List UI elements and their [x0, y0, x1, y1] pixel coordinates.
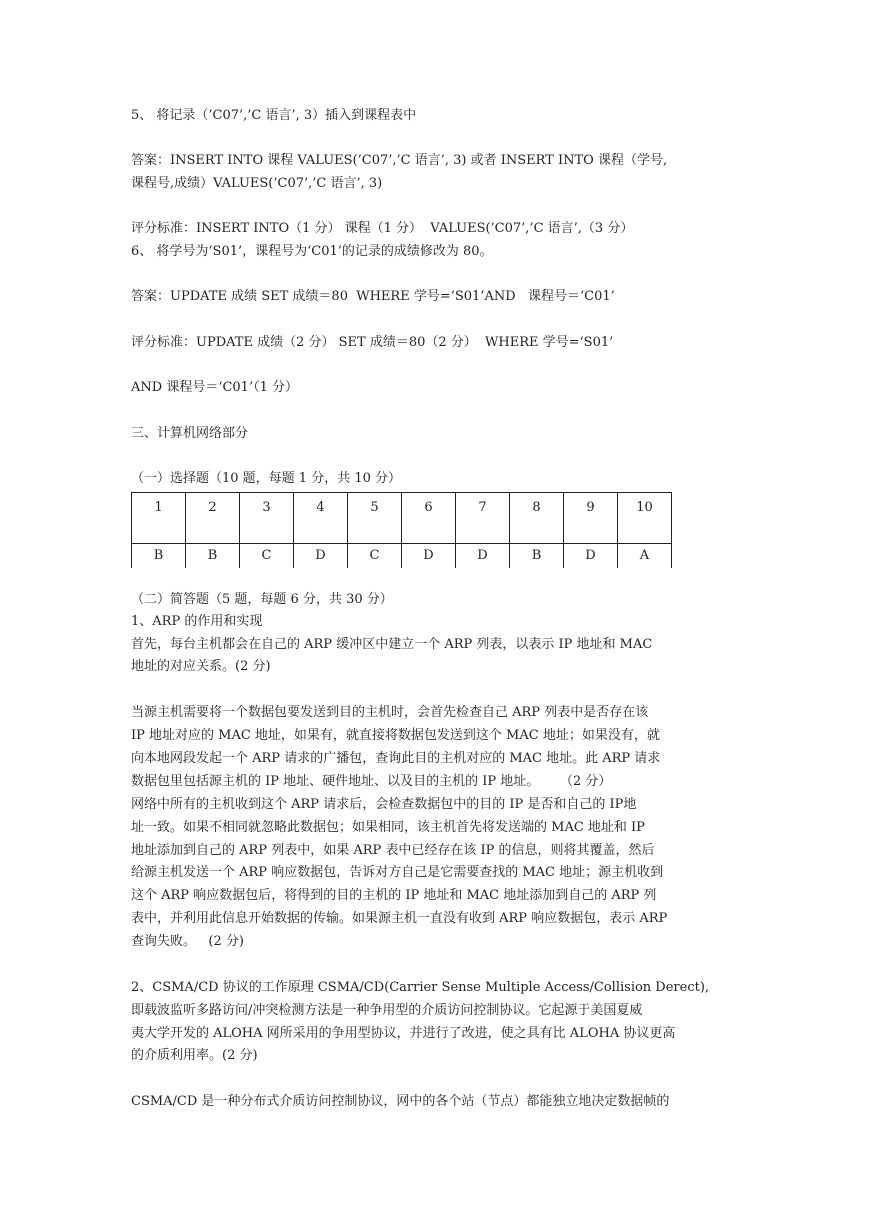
answer-table-number-cell: 2 [186, 493, 240, 544]
csma-line-2: 即载波监听多路访问/冲突检测方法是一种争用型的介质访问控制协议。它起源于美国夏威 [131, 1003, 643, 1018]
arp-para-1-line-1: 首先，每台主机都会在自己的 ARP 缓冲区中建立一个 ARP 列表，以表示 IP 地址和 MAC [131, 637, 653, 652]
answer-table-answer-cell: C [348, 544, 402, 569]
arp-para-2-line-8: 给源主机发送一个 ARP 响应数据包，告诉对方自己是它需要查找的 MAC 地址；源主机收到 [131, 865, 664, 880]
arp-para-2-line-3: 向本地网段发起一个 ARP 请求的广播包，查询此目的主机对应的 MAC 地址。此 ARP 请求 [131, 751, 661, 766]
answer-6: 答案：UPDATE 成绩 SET 成绩＝80 WHERE 学号=‘S01’AND 课程号＝‘C01’ [131, 289, 615, 304]
arp-para-2-line-10: 表中，并利用此信息开始数据的传输。如果源主机一直没有收到 ARP 响应数据包，表示 ARP [131, 911, 668, 926]
arp-para-2-line-7: 地址添加到自己的 ARP 列表中，如果 ARP 表中已经存在该 IP 的信息，则将其覆盖，然后 [131, 843, 655, 858]
answer-5-line-2: 课程号,成绩）VALUES(’C07’,’C 语言’, 3) [131, 176, 383, 191]
arp-para-2-line-5: 网络中所有的主机收到这个 ARP 请求后，会检查数据包中的目的 IP 是否和自己的 IP地 [131, 797, 637, 812]
arp-para-2-line-1: 当源主机需要将一个数据包要发送到目的主机时，会首先检查自己 ARP 列表中是否存在该 [131, 705, 649, 720]
arp-para-2-line-6: 址一致。如果不相同就忽略此数据包；如果相同，该主机首先将发送端的 MAC 地址和 IP [131, 820, 645, 835]
answer-table-answer-cell: B [186, 544, 240, 569]
arp-para-1-line-2: 地址的对应关系。(2 分) [131, 659, 271, 674]
answer-table [131, 492, 672, 568]
question-5: 5、 将记录（’C07’,’C 语言’, 3）插入到课程表中 [131, 108, 417, 123]
answer-table-answer-cell: B [510, 544, 564, 569]
csma-line-3: 夷大学开发的 ALOHA 网所采用的争用型协议，并进行了改进，使之具有比 ALOHA 协议更高 [131, 1026, 676, 1041]
arp-para-2-line-11: 查询失败。 (2 分) [131, 934, 244, 949]
answer-table-number-cell: 9 [564, 493, 618, 544]
answer-table-number-cell: 6 [402, 493, 456, 544]
arp-question-title: 1、ARP 的作用和实现 [131, 614, 263, 629]
answer-table-number-cell: 10 [618, 493, 672, 544]
answer-table-answer-cell: D [402, 544, 456, 569]
question-6: 6、 将学号为‘S01’，课程号为‘C01’的记录的成绩修改为 80。 [131, 244, 493, 259]
arp-para-2-line-9: 这个 ARP 响应数据包后，将得到的目的主机的 IP 地址和 MAC 地址添加到自己的 ARP 列 [131, 888, 657, 903]
answer-table-number-cell: 4 [294, 493, 348, 544]
answer-table-number-cell: 8 [510, 493, 564, 544]
csma-line-5: CSMA/CD 是一种分布式介质访问控制协议，网中的各个站（节点）都能独立地决定数据帧的 [131, 1094, 670, 1109]
answer-table-answer-cell: D [294, 544, 348, 569]
csma-line-1: 2、CSMA/CD 协议的工作原理 CSMA/CD(Carrier Sense Multiple Access/Collision Derect), [131, 980, 710, 995]
scoring-6-line-1: 评分标准：UPDATE 成绩（2 分） SET 成绩＝80（2 分） WHERE 学号=‘S01’ [131, 335, 614, 350]
csma-line-4: 的介质利用率。(2 分) [131, 1048, 258, 1063]
answer-table-answer-cell: A [618, 544, 672, 569]
answer-table-answer-cell: B [132, 544, 186, 569]
scoring-5: 评分标准：INSERT INTO（1 分） 课程（1 分） VALUES(’C07’,’C 语言’,（3 分） [131, 221, 634, 236]
arp-para-2-line-4: 数据包里包括源主机的 IP 地址、硬件地址、以及目的主机的 IP 地址。 （2 分） [131, 774, 612, 789]
choice-section-title: （一）选择题（10 题，每题 1 分，共 10 分） [131, 471, 402, 486]
short-answer-title: （二）简答题（5 题，每题 6 分，共 30 分） [131, 592, 393, 607]
answer-table-answer-cell: C [240, 544, 294, 569]
answer-table-number-cell: 3 [240, 493, 294, 544]
answer-table-number-cell: 1 [132, 493, 186, 544]
section-heading: 三、计算机网络部分 [131, 426, 249, 441]
answer-table-number-cell: 5 [348, 493, 402, 544]
answer-table-answer-cell: D [564, 544, 618, 569]
answer-table-number-row [132, 493, 672, 544]
scoring-6-line-2: AND 课程号＝‘C01’（1 分） [131, 380, 298, 395]
answer-5-line-1: 答案：INSERT INTO 课程 VALUES(’C07’,’C 语言’, 3) 或者 INSERT INTO 课程（学号, [131, 153, 668, 168]
answer-table-answer-row [132, 544, 672, 569]
answer-table-number-cell: 7 [456, 493, 510, 544]
answer-table-answer-cell: D [456, 544, 510, 569]
arp-para-2-line-2: IP 地址对应的 MAC 地址，如果有，就直接将数据包发送到这个 MAC 地址；如果没有，就 [131, 728, 660, 743]
